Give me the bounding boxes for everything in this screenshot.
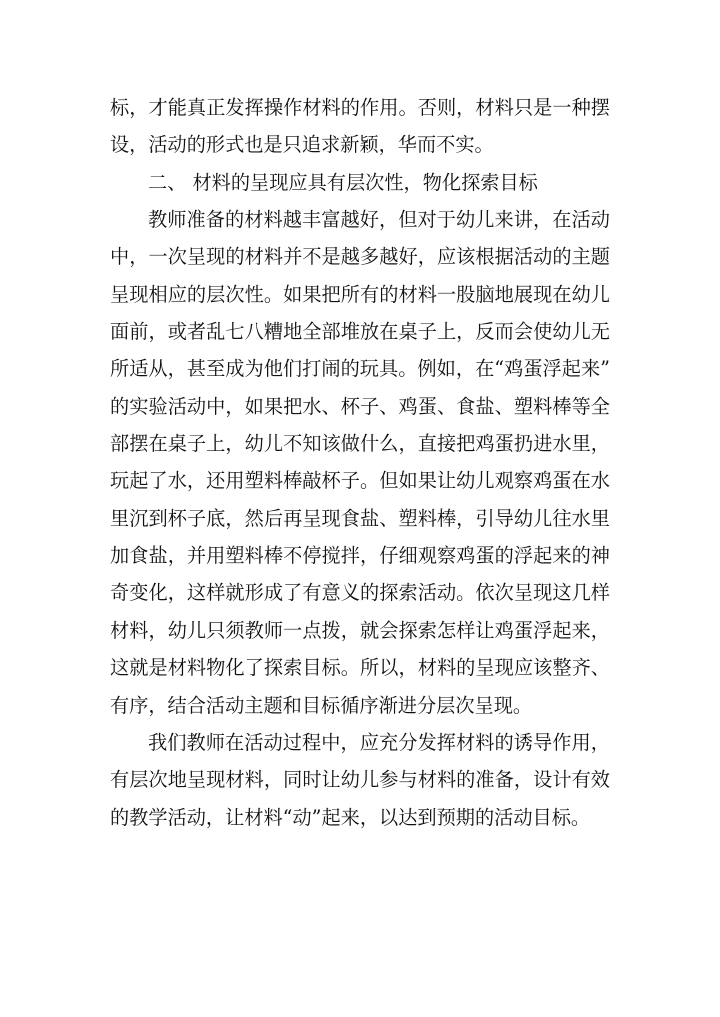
text-line: 中，一次呈现的材料并不是越多越好，应该根据活动的主题 [110,245,610,269]
text-line: 的教学活动，让材料“动”起来，以达到预期的活动目标。 [110,805,591,829]
text-line: 部摆在桌子上，幼儿不知该做什么，直接把鸡蛋扔进水里， [110,432,610,456]
text-line: 加食盐，并用塑料棒不停搅拌，仔细观察鸡蛋的浮起来的神 [110,544,610,568]
text-line: 这就是材料物化了探索目标。所以，材料的呈现应该整齐、 [110,656,610,680]
text-line: 里沉到杯子底，然后再呈现食盐、塑料棒，引导幼儿往水里 [110,506,610,530]
text-line: 材料，幼儿只须教师一点拨，就会探索怎样让鸡蛋浮起来， [110,618,610,642]
text-line: 我们教师在活动过程中，应充分发挥材料的诱导作用， [148,730,610,754]
text-line: 所适从，甚至成为他们打闹的玩具。例如，在“鸡蛋浮起来” [110,357,610,381]
text-line: 的实验活动中，如果把水、杯子、鸡蛋、食盐、塑料棒等全 [110,394,610,418]
section-heading: 二、 材料的呈现应具有层次性，物化探索目标 [148,170,538,194]
text-line: 有序，结合活动主题和目标循序渐进分层次呈现。 [110,693,533,717]
text-line: 奇变化，这样就形成了有意义的探索活动。依次呈现这几样 [110,581,610,605]
text-line: 玩起了水，还用塑料棒敲杯子。但如果让幼儿观察鸡蛋在水 [110,469,610,493]
text-line: 教师准备的材料越丰富越好，但对于幼儿来讲，在活动 [148,208,610,232]
text-line: 标，才能真正发挥操作材料的作用。否则，材料只是一种摆 [110,96,610,119]
text-line: 呈现相应的层次性。如果把所有的材料一股脑地展现在幼儿 [110,282,610,306]
document-body [110,89,610,836]
text-line: 面前，或者乱七八糟地全部堆放在桌子上，反而会使幼儿无 [110,320,610,344]
text-line: 设，活动的形式也是只追求新颖，华而不实。 [110,133,494,157]
text-line: 有层次地呈现材料，同时让幼儿参与材料的准备，设计有效 [110,768,610,792]
